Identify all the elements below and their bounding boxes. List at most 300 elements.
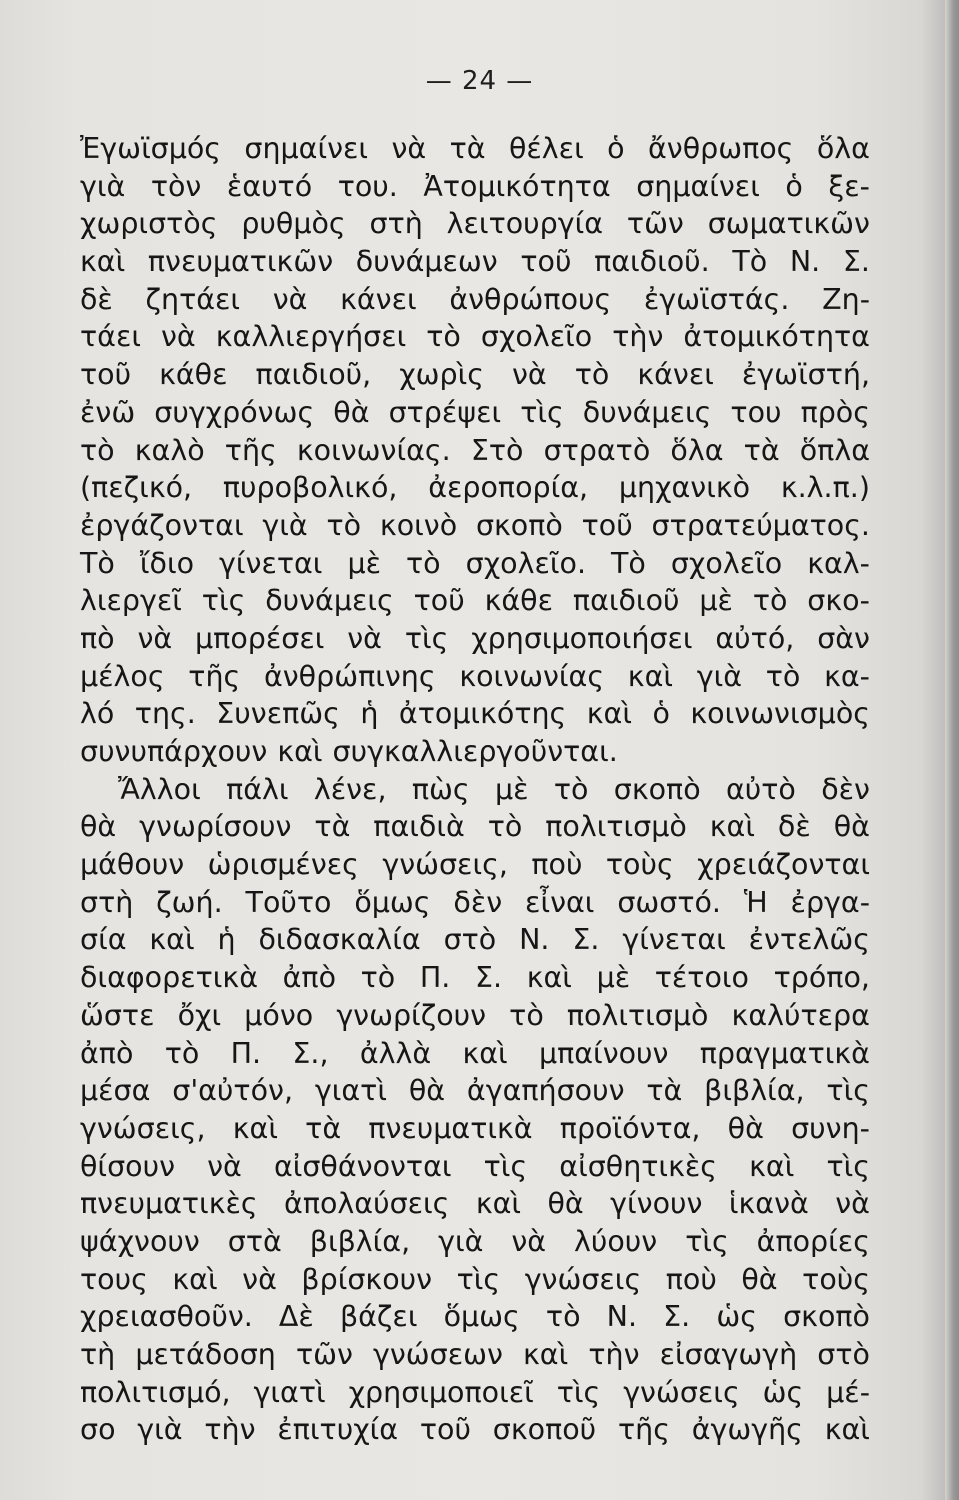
word: τὸ (509, 998, 544, 1032)
word: Σ. (475, 961, 503, 995)
word: ἐντελῶς (748, 923, 870, 957)
word: τὴν (612, 320, 664, 354)
word: νὰ (347, 621, 382, 655)
text-line (80, 1110, 870, 1148)
word: τὸ (553, 772, 589, 806)
word: ἀπολαύσεις (284, 1187, 450, 1221)
text-line (80, 1148, 870, 1186)
word: Σ. (842, 245, 870, 279)
word: μπορέσει (195, 621, 325, 655)
text-line (80, 921, 870, 959)
word: πραγματικὰ (699, 1036, 870, 1070)
word: εἶναι (525, 885, 595, 919)
word: δὲ (80, 282, 113, 316)
text-line (80, 846, 870, 884)
word: ὄχι (177, 998, 222, 1032)
text-line (80, 997, 870, 1035)
word: ἐργάζονται (80, 508, 244, 542)
word: συγχρόνως (154, 395, 315, 429)
word: νὰ (391, 132, 427, 165)
word: Ἐγωϊσμός (80, 132, 221, 165)
text-line (80, 1261, 870, 1299)
word: σκοπὸ (475, 508, 563, 542)
text-line (80, 1223, 870, 1261)
word: ἄνθρωπος (647, 132, 794, 165)
word: καὶ (526, 961, 572, 995)
word: καλὸ (134, 433, 205, 467)
word: Τοῦτο (245, 885, 332, 919)
word: μηχανικὸ (618, 471, 751, 505)
word: γνώσεις (524, 1262, 642, 1296)
word: μὲ (699, 584, 733, 618)
word: παιδιοῦ. (594, 245, 710, 279)
page-number: — 24 — (425, 66, 534, 96)
word: ὅμως (443, 1300, 520, 1334)
word: Στὸ (470, 433, 524, 467)
word: σωστό. (617, 885, 721, 919)
word: Ν. (519, 923, 550, 957)
word: χρησιμοποιεῖ (348, 1375, 534, 1409)
word: πολιτισμό, (80, 1375, 231, 1409)
word: τὶς (201, 584, 246, 618)
word: μὲ (596, 961, 631, 995)
word: καλλιεργήσει (215, 320, 407, 354)
word: διαφορετικὰ (80, 961, 258, 995)
word: βιβλία, (704, 1074, 805, 1108)
word: τῶν (295, 1338, 353, 1371)
word: ἀνθρώπους (449, 282, 612, 316)
text-line (80, 1035, 870, 1073)
word: σκο- (807, 584, 870, 618)
word: γνωρίζουν (336, 998, 487, 1032)
word: τὸ (326, 508, 362, 542)
word: πολιτισμὸ (566, 998, 709, 1032)
word: γνώσεις (623, 1375, 740, 1409)
text-line (80, 469, 870, 507)
word: σ'αὐτόν, (172, 1074, 293, 1108)
body-text (80, 130, 870, 1449)
word: μέ- (826, 1375, 870, 1409)
word: θὰ (833, 810, 870, 844)
word: μετάδοση (135, 1338, 276, 1371)
word: καὶ (172, 1262, 218, 1296)
word: νὰ (137, 621, 173, 655)
word: ἀπὸ (282, 961, 337, 995)
word: ἡ (217, 923, 236, 957)
text-line (80, 884, 870, 922)
word: καὶ (277, 735, 323, 768)
word: τὴ (80, 1338, 116, 1371)
word: ὅλα (670, 433, 724, 467)
word: λιεργεῖ (80, 584, 182, 618)
word: καὶ (749, 1149, 795, 1183)
word: τὰ (314, 810, 351, 844)
word: τὶς (685, 1224, 729, 1258)
text-line (80, 356, 870, 394)
word: καὶ (709, 810, 755, 844)
word: νὰ (272, 282, 308, 316)
word: ἀνθρώπινης (263, 659, 436, 693)
word: γιὰ (696, 659, 743, 693)
word: αὐτὸ (725, 772, 796, 806)
word: τὸν (150, 169, 202, 203)
text-line (80, 1411, 870, 1449)
word: γνωρίσουν (139, 810, 292, 844)
word: ἱκανὰ (728, 1187, 809, 1221)
word: σχολεῖο. (465, 546, 586, 580)
word: Σ. (663, 1300, 691, 1334)
word: μέλος (80, 659, 165, 693)
text-line (80, 620, 870, 658)
text-line (80, 1072, 870, 1110)
word: λύουν (574, 1224, 658, 1258)
word: γνώσεις, (80, 1111, 206, 1145)
word: ἴδιο (139, 546, 195, 580)
word: σημαίνει (636, 169, 760, 203)
word: ἐνῶ (80, 395, 136, 429)
word: Ἡ (743, 885, 768, 919)
word: στρέψει (388, 395, 502, 429)
word: τοῦ (419, 1413, 471, 1447)
word: χρειάζονται (697, 848, 870, 882)
word: ὡρισμένες (207, 848, 359, 882)
word: νὰ (161, 320, 196, 354)
text-line (80, 507, 870, 545)
word: κάνει (340, 282, 417, 316)
word: Σ., (292, 1036, 329, 1070)
word: λειτουργία (446, 207, 604, 241)
word: Σ. (572, 923, 600, 957)
word: μὲ (347, 546, 382, 580)
word: κ.λ.π.) (780, 471, 870, 505)
word: τὸ (765, 659, 801, 693)
word: ὅλα (816, 132, 870, 165)
text-line (80, 168, 870, 206)
word: στρατὸ (543, 433, 651, 467)
text-line (80, 318, 870, 356)
word: τὸ (406, 546, 441, 580)
word: τοὺς (802, 1262, 870, 1296)
word: στὸ (817, 1338, 870, 1371)
word: μέσα (80, 1074, 151, 1108)
word: δὲν (821, 772, 870, 806)
text-line-paragraph-end (80, 733, 870, 771)
word: Ν. (606, 1300, 638, 1334)
text-line (80, 1336, 870, 1374)
word: παιδιοῦ, (255, 358, 372, 392)
word: νὰ (207, 1149, 242, 1183)
word: τὸ (426, 320, 461, 354)
text-line (80, 130, 870, 168)
word: πρὸς (800, 395, 870, 429)
word: σωματικῶν (707, 207, 870, 241)
word: τὸ (545, 1300, 581, 1334)
word: καὶ (627, 659, 674, 693)
word: συγκαλλιεργοῦνται. (332, 735, 618, 768)
word: σο (80, 1413, 116, 1447)
word: μόνο (244, 998, 314, 1032)
word: ζωή. (156, 885, 223, 919)
word: σκοπὸ (613, 772, 701, 806)
word: τὸ (574, 358, 610, 392)
word: ρυθμὸς (241, 207, 346, 241)
word: συνυπάρχουν (80, 735, 268, 768)
word: πολιτισμὸ (545, 810, 687, 844)
word: κοινωνίας. (296, 433, 451, 467)
word: ξε- (828, 169, 870, 203)
word: μάθουν (80, 848, 185, 882)
word: ἀτομικότητα (683, 320, 870, 354)
word: βρίσκουν (301, 1262, 433, 1296)
word: τοῦ (80, 358, 132, 392)
word: τὸ (487, 810, 523, 844)
word: διδασκαλία (258, 923, 421, 957)
text-line (80, 205, 870, 243)
word: χρειασθοῦν. (80, 1300, 253, 1334)
word: δυνάμεις (582, 395, 712, 429)
word: νὰ (511, 358, 547, 392)
word: της. (134, 697, 196, 731)
word: τὶς (826, 1149, 870, 1183)
word: ὥστε (80, 998, 155, 1032)
word: του (730, 395, 782, 429)
word: τοῦ (413, 584, 465, 618)
word: τὴν (204, 1413, 256, 1447)
word: νὰ (242, 1262, 277, 1296)
text-line (80, 658, 870, 696)
word: γιὰ (438, 1224, 484, 1258)
word: ἀεροπορία, (428, 471, 589, 505)
word: πνευματικὰ (368, 1111, 533, 1145)
word: σημαίνει (244, 132, 369, 165)
word: τοῦ (581, 508, 633, 542)
word: ποὺ (665, 1262, 717, 1296)
word: Π. (419, 961, 451, 995)
text-line (80, 432, 870, 470)
word: γιατὶ (314, 1074, 387, 1108)
word: Π. (230, 1036, 262, 1070)
word: κα- (824, 659, 870, 693)
word: σχολεῖο (670, 546, 783, 580)
page-gutter (945, 0, 959, 1500)
word: πνευματικὲς (80, 1187, 258, 1221)
word: ἀπορίες (756, 1224, 870, 1258)
word: θὰ (80, 810, 117, 844)
word: καὶ (586, 697, 632, 731)
word: θὰ (741, 1262, 778, 1296)
word: αἰσθάνονται (273, 1149, 452, 1183)
word: καὶ (149, 923, 195, 957)
word: Ν. (789, 245, 821, 279)
word: ἐγωϊστή, (741, 358, 870, 392)
word: θὰ (333, 395, 370, 429)
word: δὲν (453, 885, 503, 919)
text-line (80, 1298, 870, 1336)
word: γίνεται (219, 546, 323, 580)
word: νὰ (511, 1224, 547, 1258)
word: ἀγαπήσουν (466, 1074, 625, 1108)
word: κάθε (484, 584, 554, 618)
word: ἀπὸ (80, 1036, 134, 1070)
word: (πεζικό, (80, 471, 193, 505)
word: τῆς (224, 433, 277, 467)
word: νὰ (835, 1187, 870, 1221)
word: συνη- (791, 1111, 870, 1145)
word: τους (80, 1262, 148, 1296)
word: τοὺς (605, 848, 674, 882)
word: γνώσεων (373, 1338, 503, 1371)
word: θέλει (508, 132, 584, 165)
word: εἰσαγωγὴ (659, 1338, 798, 1371)
text-line (80, 959, 870, 997)
text-line (80, 243, 870, 281)
text-line (80, 281, 870, 319)
word: σὰν (817, 621, 870, 655)
word: τὶς (483, 1149, 528, 1183)
word: στρατεύματος. (651, 508, 870, 542)
word: Ἀτομικότητα (423, 169, 611, 203)
word: τὸ (360, 961, 396, 995)
text-line (80, 394, 870, 432)
word: παιδιὰ (373, 810, 465, 844)
word: ἐγωϊστάς. (643, 282, 790, 316)
word: χωρὶς (399, 358, 484, 392)
word: γιατὶ (253, 1375, 326, 1409)
word: αἰσθητικὲς (559, 1149, 718, 1183)
word: τὸ (80, 433, 115, 467)
word: καὶ (523, 1338, 569, 1371)
word: Ἄλλοι (118, 772, 201, 806)
text-line (80, 771, 870, 809)
text-line (80, 1185, 870, 1223)
word: θὰ (547, 1187, 584, 1221)
word: μὲ (494, 772, 529, 806)
word: καὶ (232, 1111, 278, 1145)
word: γιὰ (137, 1413, 183, 1447)
word: ἀγωγῆς (691, 1413, 803, 1447)
word: Ζη- (822, 282, 870, 316)
word: τὶς (404, 621, 449, 655)
word: θίσουν (80, 1149, 175, 1183)
word: ὡς (716, 1300, 757, 1334)
word: ψάχνουν (80, 1224, 200, 1258)
word: Τὸ (611, 546, 646, 580)
word: κοινωνίας (459, 659, 605, 693)
word: ὁ (652, 697, 670, 731)
word: γνώσεις, (382, 848, 508, 882)
word: ὁ (607, 132, 625, 165)
word: πυροβολικό, (222, 471, 398, 505)
word: τῶν (626, 207, 684, 241)
word: παιδιοῦ (572, 584, 680, 618)
word: Δὲ (278, 1300, 314, 1334)
word: κοινὸ (379, 508, 458, 542)
word: τὰ (449, 132, 486, 165)
word: τὶς (520, 395, 564, 429)
word: Τὸ (732, 245, 768, 279)
word: γιὰ (262, 508, 308, 542)
word: δυνάμεων (355, 245, 498, 279)
word: τὶς (556, 1375, 601, 1409)
word: ἐπιτυχία (277, 1413, 399, 1447)
word: προϊόντα, (559, 1111, 701, 1145)
word: κάθε (159, 358, 228, 392)
word: ἀτομικότης (398, 697, 567, 731)
word: πάλι (226, 772, 289, 806)
word: σχολεῖο (480, 320, 593, 354)
word: χωριστὸς (80, 207, 218, 241)
word: τῆς (617, 1413, 670, 1447)
word: δυνάμεις (265, 584, 394, 618)
word: θὰ (408, 1074, 446, 1108)
word: ὁ (785, 169, 803, 203)
word: τρόπο, (773, 961, 870, 995)
word: βιβλία, (309, 1224, 411, 1258)
text-line (80, 695, 870, 733)
word: τὴν (588, 1338, 640, 1371)
word: ἀλλὰ (359, 1036, 432, 1070)
text-line (80, 545, 870, 583)
word: καὶ (824, 1413, 870, 1447)
word: τὰ (743, 433, 780, 467)
word: Συνεπῶς (216, 697, 340, 731)
word: Τὸ (80, 546, 115, 580)
word: τῆς (188, 659, 241, 693)
word: τὶς (456, 1262, 501, 1296)
word: ὅπλα (799, 433, 870, 467)
word: κοινωνισμὸς (690, 697, 870, 731)
word: ζητάει (145, 282, 241, 316)
word: ποὺ (531, 848, 583, 882)
word: γίνουν (610, 1187, 703, 1221)
word: κάνει (637, 358, 714, 392)
word: τὰ (305, 1111, 342, 1145)
word: πνευματικῶν (147, 245, 334, 279)
word: στὸ (443, 923, 497, 957)
word: τοῦ (520, 245, 572, 279)
word: καλύτερα (731, 998, 870, 1032)
word: σκοπὸ (783, 1300, 870, 1334)
word: σία (80, 923, 127, 957)
word: ὅμως (354, 885, 431, 919)
word: γίνεται (622, 923, 726, 957)
word: χρησιμοποιήσει (471, 621, 693, 655)
word: αὐτό, (715, 621, 795, 655)
word: καλ- (807, 546, 870, 580)
text-line (80, 582, 870, 620)
word: τέτοιο (654, 961, 749, 995)
word: τὰ (646, 1074, 683, 1108)
word: λό (80, 697, 115, 731)
word: λένε, (313, 772, 387, 806)
word: στὴ (369, 207, 423, 241)
word: ἐργα- (790, 885, 870, 919)
word: μπαίνουν (538, 1036, 669, 1070)
text-line (80, 808, 870, 846)
word: πὼς (411, 772, 470, 806)
word: τὸ (164, 1036, 200, 1070)
word: πὸ (80, 621, 115, 655)
word: γιὰ (80, 169, 126, 203)
word: στὰ (227, 1224, 282, 1258)
word: βάζει (339, 1300, 418, 1334)
word: ἡ (360, 697, 379, 731)
word: ἑαυτό (226, 169, 313, 203)
word: καὶ (475, 1187, 522, 1221)
word: σκοποῦ (492, 1413, 597, 1447)
word: στὴ (80, 885, 134, 919)
word: ὡς (762, 1375, 804, 1409)
